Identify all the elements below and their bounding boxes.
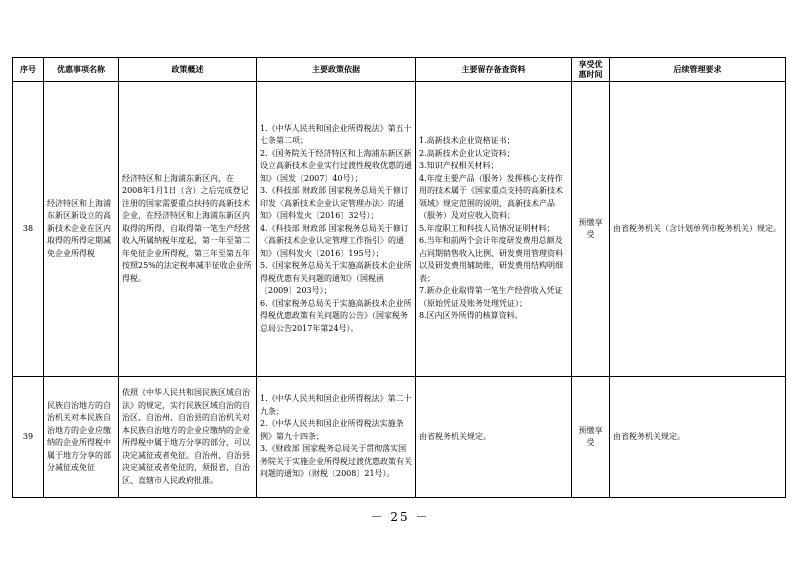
row-time: 预缴享受 (572, 377, 610, 498)
row-seq: 39 (13, 377, 44, 498)
table-row (13, 82, 786, 377)
row-followup: 由省税务机关规定。 (610, 377, 786, 498)
header-time: 享受优惠时间 (572, 58, 610, 82)
material-item: 8.区内区外所得的核算资料。 (419, 311, 523, 321)
header-basis: 主要政策依据 (257, 58, 416, 82)
basis-item: 2.《国务院关于经济特区和上海浦东新区新设立高新技术企业实行过渡性税收优惠的通知》（国发〔2007〕40号）； (260, 148, 412, 183)
row-materials (416, 82, 572, 377)
row-name: 民族自治地方的自治机关对本民族自治地方的企业应缴纳的企业所得税中属于地方分享的部分减征或免征 (44, 377, 119, 498)
material-item: 1.高新技术企业资格证书； (419, 136, 515, 146)
table-row (13, 377, 786, 498)
header-name: 优惠事项名称 (44, 58, 119, 82)
material-item: 7.新办企业取得第一笔生产经营收入凭证（原始凭证及账务处理凭证）； (419, 286, 563, 308)
header-summary: 政策概述 (119, 58, 257, 82)
material-item: 3.知识产权相关材料； (419, 161, 499, 171)
material-item: 4.年度主要产品（服务）发挥核心支持作用的技术属于《国家重点支持的高新技术领域》规定范围的说明，高新技术产品（服务）及对应收入资料； (419, 173, 563, 221)
basis-item: 3.《科技部 财政部 国家税务总局关于修订印发〈高新技术企业认定管理办法〉的通知》（国科发火〔2016〕32号）； (260, 186, 409, 221)
basis-item: 3.《财政部 国家税务总局关于贯彻落实国务院关于实施企业所得税过渡优惠政策有关问题的通知》（财税〔2008〕21号）。 (260, 444, 412, 479)
row-seq: 38 (13, 82, 44, 377)
material-item: 6.当年和前两个会计年度研发费用总额及占同期销售收入比例、研发费用管理资料以及研发费用辅助账，研发费用结构明细表； (419, 236, 563, 283)
page-number: － 25 － (370, 510, 430, 524)
material-item: 2.高新技术企业认定资料； (419, 148, 515, 158)
row-followup: 由省税务机关（含计划单列市税务机关）规定。 (610, 82, 786, 377)
basis-item: 1.《中华人民共和国企业所得税法》第二十九条； (260, 394, 412, 416)
row-name: 经济特区和上海浦东新区新设立的高新技术企业在区内取得的所得定期减免企业所得税 (44, 82, 119, 377)
basis-item: 1.《中华人民共和国企业所得税法》第五十七条第二项； (260, 123, 412, 146)
row-summary: 经济特区和上海浦东新区内，在2008年1月1日（含）之后完成登记注册的国家需要重点扶持的高新技术企业，在经济特区和上海浦东新区内取得的所得，自取得第一笔生产经营收入所属纳税年度起，第一年至第二年免征企业所得税，第三年至第五年按照25%的法定税率减半征收企业所得税。 (119, 82, 257, 377)
header-materials: 主要留存备查资料 (416, 58, 572, 82)
header-followup: 后续管理要求 (610, 58, 786, 82)
header-seq: 序号 (13, 58, 44, 82)
row-summary: 依照《中华人民共和国民族区域自治法》的规定，实行民族区域自治的自治区、自治州、自治县的自治机关对本民族自治地方的企业应缴纳的企业所得税中属于地方分享的部分，可以决定减征或者免征。自治州、自治县决定减征或者免征的，须报省、自治区、直辖市人民政府批准。 (119, 377, 257, 498)
basis-item: 5.《国家税务总局关于实施高新技术企业所得税优惠有关问题的通知》（国税函〔2009〕203号）； (260, 261, 412, 296)
row-time: 预缴享受 (572, 82, 610, 377)
basis-item: 2.《中华人民共和国企业所得税法实施条例》第九十四条； (260, 419, 404, 441)
basis-item: 4.《科技部 财政部 国家税务总局关于修订〈高新技术企业认定管理工作指引〉的通知》（国科发火〔2016〕195号）； (260, 223, 409, 258)
material-item: 5.年度职工和科技人员情况证明材料； (419, 223, 555, 233)
basis-item: 6.《国家税务总局关于实施高新技术企业所得税优惠政策有关问题的公告》（国家税务总局公告2017年第24号）。 (260, 298, 412, 333)
row-basis (257, 377, 416, 498)
row-basis (257, 82, 416, 377)
table-header-row (13, 58, 786, 82)
tax-incentive-table (12, 57, 786, 498)
row-materials: 由省税务机关规定。 (416, 377, 572, 498)
